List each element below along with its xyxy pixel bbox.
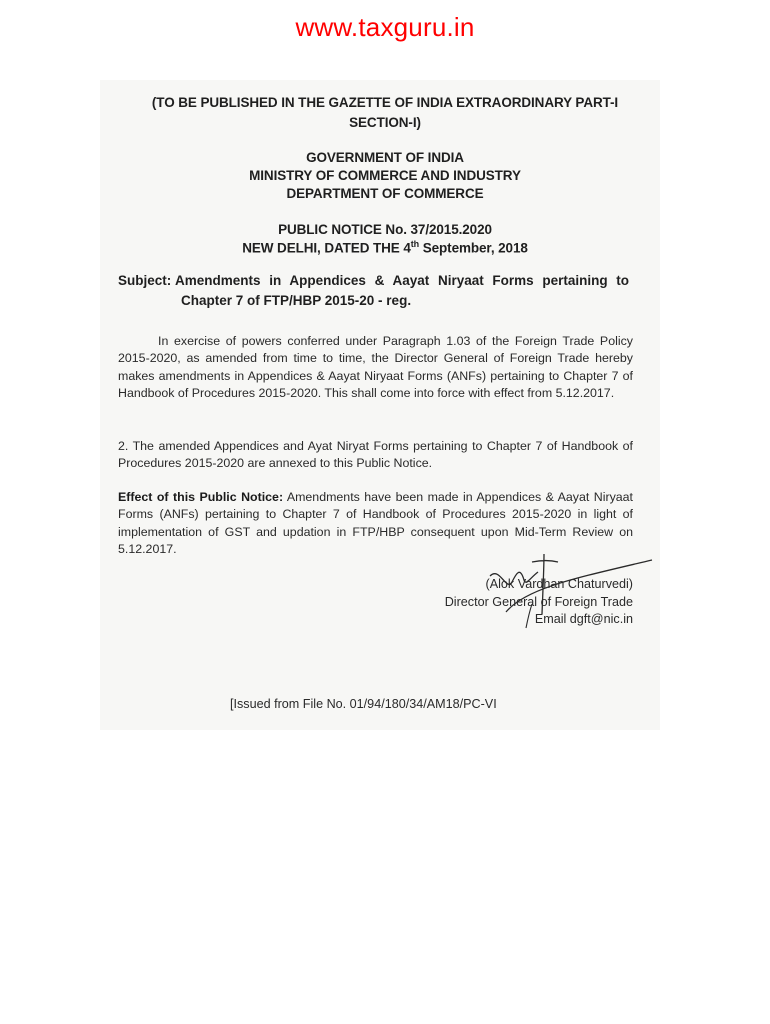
- government-heading: GOVERNMENT OF INDIA: [306, 150, 464, 165]
- signatory-block: [445, 576, 633, 629]
- watermark-url: www.taxguru.in: [295, 12, 475, 42]
- signatory-designation: Director General of Foreign Trade: [444, 594, 633, 609]
- notice-date: [100, 239, 670, 256]
- ministry-heading: MINISTRY OF COMMERCE AND INDUSTRY: [249, 168, 521, 183]
- signatory-name: (Alok Vardhan Chaturvedi): [485, 577, 633, 591]
- subject-label: Subject:: [118, 273, 172, 288]
- subject-block: [118, 271, 634, 311]
- effect-text: Amendments have been made in Appendices & Aayat Niryaat Forms (ANFs) pertaining to Chapter 7 of Handbook of Procedures 2015-2020 in light of implementation of GST and updation in FTP/HBP consequent upon Mid-Term Review on 5.12.2017.: [118, 490, 633, 556]
- paragraph-1: In exercise of powers conferred under Paragraph 1.03 of the Foreign Trade Policy 2015-2020, as amended from time to time, the Director General of Foreign Trade hereby makes amendments in Appendices & Aayat Niryaat Forms (ANFs) pertaining to Chapter 7 of Handbook of Procedures 2015-2020. This shall come into force with effect from 5.12.2017.: [118, 334, 633, 400]
- signatory-email: Email dgft@nic.in: [534, 612, 633, 627]
- subject-line-1: Amendments in Appendices & Aayat Niryaat Forms pertaining to: [175, 273, 630, 288]
- department-heading: DEPARTMENT OF COMMERCE: [286, 186, 484, 201]
- paragraph-2: 2. The amended Appendices and Ayat Niryat Forms pertaining to Chapter 7 of Handbook of Procedures 2015-2020 are annexed to this Public Notice.: [118, 439, 633, 471]
- date-month-year: September, 2018: [419, 240, 528, 256]
- public-notice-number: PUBLIC NOTICE No. 37/2015.2020: [278, 222, 492, 237]
- gazette-line-1: (TO BE PUBLISHED IN THE GAZETTE OF INDIA EXTRAORDINARY PART-I: [151, 95, 619, 110]
- subject-line-2: Chapter 7 of FTP/HBP 2015-20 - reg.: [181, 293, 412, 308]
- effect-label: Effect of this Public Notice:: [118, 490, 284, 504]
- date-suffix-sup: th: [410, 239, 420, 249]
- date-prefix: NEW DELHI, DATED THE 4: [242, 240, 411, 256]
- file-number-note: [Issued from File No. 01/94/180/34/AM18/PC-VI: [230, 697, 497, 711]
- gazette-line-2: SECTION-I): [349, 115, 421, 130]
